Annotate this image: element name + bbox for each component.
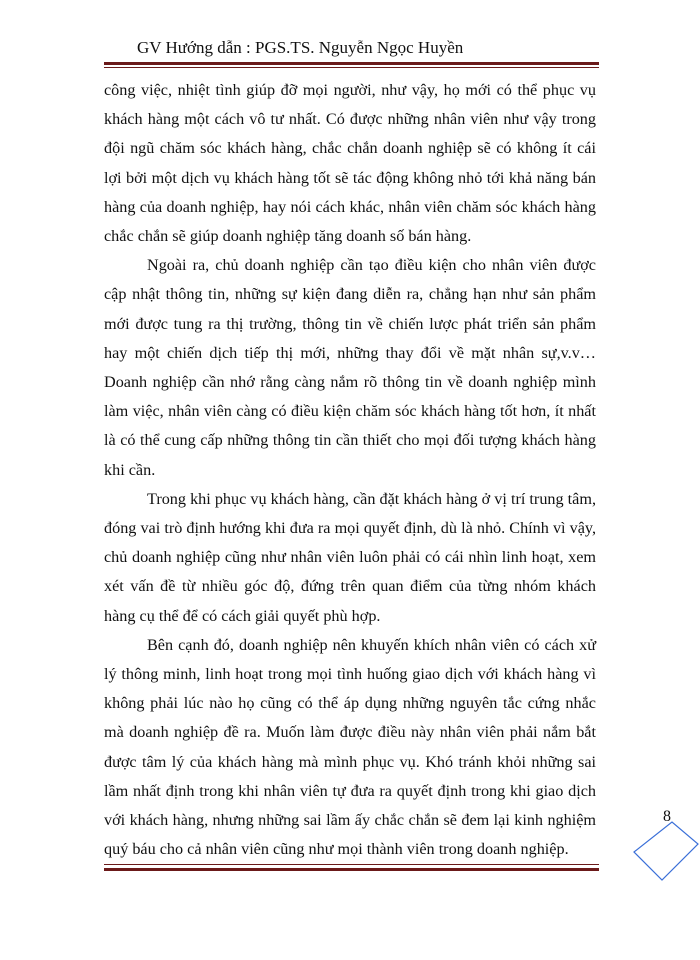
paragraph-4: Bên cạnh đó, doanh nghiệp nên khuyến khích nhân viên có cách xử lý thông minh, linh hoạt trong mọi tình huống giao dịch với khách hàng vì không phải lúc nào họ cũng có thể áp dụng những nguyên tắc cứng nhắc mà doanh nghiệp đề ra. Muốn làm được điều này nhân viên phải nắm bắt được tâm lý của khách hàng mà mình phục vụ. Khó tránh khỏi những sai lầm nhất định trong khi nhân viên tự đưa ra quyết định trong khi giao dịch với khách hàng, nhưng những sai lầm ấy chắc chắn sẽ đem lại kinh nghiệm quý báu cho cả nhân viên cũng như mọi thành viên trong doanh nghiệp.: [104, 635, 596, 859]
page-number: 8: [663, 808, 671, 825]
page-header: GV Hướng dẫn : PGS.TS. Nguyễn Ngọc Huyền: [137, 38, 464, 57]
paragraph-2: Ngoài ra, chủ doanh nghiệp cần tạo điều kiện cho nhân viên được cập nhật thông tin, những sự kiện đang diễn ra, chẳng hạn như sản phẩm mới được tung ra thị trường, thông tin về chiến lược phát triển sản phẩm hay một chiến dịch tiếp thị mới, những thay đổi về mặt nhân sự,v.v… Doanh nghiệp cần nhớ rằng càng nắm rõ thông tin về doanh nghiệp mình làm việc, nhân viên càng có điều kiện chăm sóc khách hàng tốt hơn, ít nhất là có thể cung cấp những thông tin cần thiết cho mọi đối tượng khách hàng khi cần.: [104, 256, 596, 479]
header-rule-thick: [104, 62, 599, 65]
page-number-badge-icon: [632, 792, 700, 884]
header-rule-thin: [104, 67, 599, 68]
footer-rule-thin: [104, 864, 599, 865]
footer-rule-thick: [104, 868, 599, 871]
paragraph-3: Trong khi phục vụ khách hàng, cần đặt khách hàng ở vị trí trung tâm, đóng vai trò định hướng khi đưa ra mọi quyết định, dù là nhỏ. Chính vì vậy, chủ doanh nghiệp cũng như nhân viên luôn phải có cái nhìn linh hoạt, xem xét vấn đề từ nhiều góc độ, đứng trên quan điểm của từng nhóm khách hàng cụ thể để có cách giải quyết phù hợp.: [104, 489, 596, 625]
paragraph-1: công việc, nhiệt tình giúp đỡ mọi người, như vậy, họ mới có thể phục vụ khách hàng một cách vô tư nhất. Có được những nhân viên như vậy trong đội ngũ chăm sóc khách hàng, chắc chắn doanh nghiệp sẽ có không ít cái lợi bởi một dịch vụ khách hàng tốt sẽ tác động không nhỏ tới khả năng bán hàng của doanh nghiệp, hay nói cách khác, nhân viên chăm sóc khách hàng chắc chắn sẽ giúp doanh nghiệp tăng doanh số bán hàng.: [104, 81, 596, 246]
document-body: [104, 76, 596, 864]
